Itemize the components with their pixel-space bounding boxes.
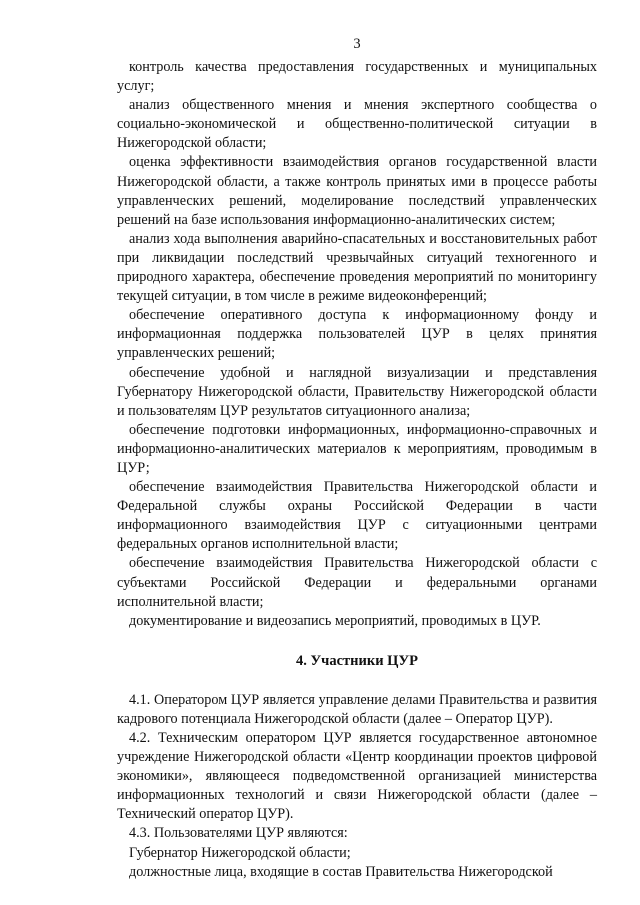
list-item: обеспечение удобной и наглядной визуализации и представления Губернатору Нижегородской области, Правительству Нижегородской области и пользователям ЦУР результатов ситуационного анализа; [117,364,597,419]
list-item: обеспечение подготовки информационных, информационно-справочных и информационно-аналитических материалов к мероприятиям, проводимым в ЦУР; [117,421,597,476]
clause-paragraph: 4.1. Оператором ЦУР является управление делами Правительства и развития кадрового потенциала Нижегородской области (далее – Оператор ЦУР). [117,691,597,727]
list-item: обеспечение оперативного доступа к информационному фонду и информационная поддержка пользователей ЦУР в целях принятия управленческих решений; [117,307,597,362]
list-item: оценка эффективности взаимодействия органов государственной власти Нижегородской области, а также контроль принятых ими в процессе работы управленческих решений, моделирование последствий управленческих решений на базе использования информационно-аналитических систем; [117,154,597,228]
list-item: контроль качества предоставления государственных и муниципальных услуг; [117,59,597,95]
list-item: документирование и видеозапись мероприятий, проводимых в ЦУР. [129,612,541,629]
list-item: Губернатор Нижегородской области; [129,844,351,861]
clause-paragraph: 4.2. Техническим оператором ЦУР является государственное автономное учреждение Нижегородской области «Центр координации проектов цифровой экономики», являющееся подведомственной организацией министерства информационных технологий и связи Нижегородской области (далее – Технический оператор ЦУР). [117,730,597,823]
section-title: 4. Участники ЦУР [296,652,418,669]
functions-list [117,58,597,631]
page-number: 3 [353,36,361,52]
list-item: анализ хода выполнения аварийно-спасательных и восстановительных работ при ликвидации последствий чрезвычайных ситуаций техногенного и природного характера, обеспечение проведения мероприятий по мониторингу текущей ситуации, в том числе в режиме видеоконференций; [117,230,597,305]
list-item: обеспечение взаимодействия Правительства Нижегородской области и Федеральной службы охраны Российской Федерации в части информационного взаимодействия ЦУР с ситуационными центрами федеральных органов исполнительной власти; [117,479,597,553]
participants-section [117,691,597,882]
document-page [117,34,597,882]
list-item: обеспечение взаимодействия Правительства Нижегородской области с субъектами Российской Федерации и федеральными органами исполнительной власти; [117,555,597,610]
list-item: анализ общественного мнения и мнения экспертного сообщества о социально-экономической и общественно-политической ситуации в Нижегородской области; [117,97,597,152]
clause-paragraph: 4.3. Пользователями ЦУР являются: [129,825,348,842]
list-item: должностные лица, входящие в состав Правительства Нижегородской [129,863,553,880]
